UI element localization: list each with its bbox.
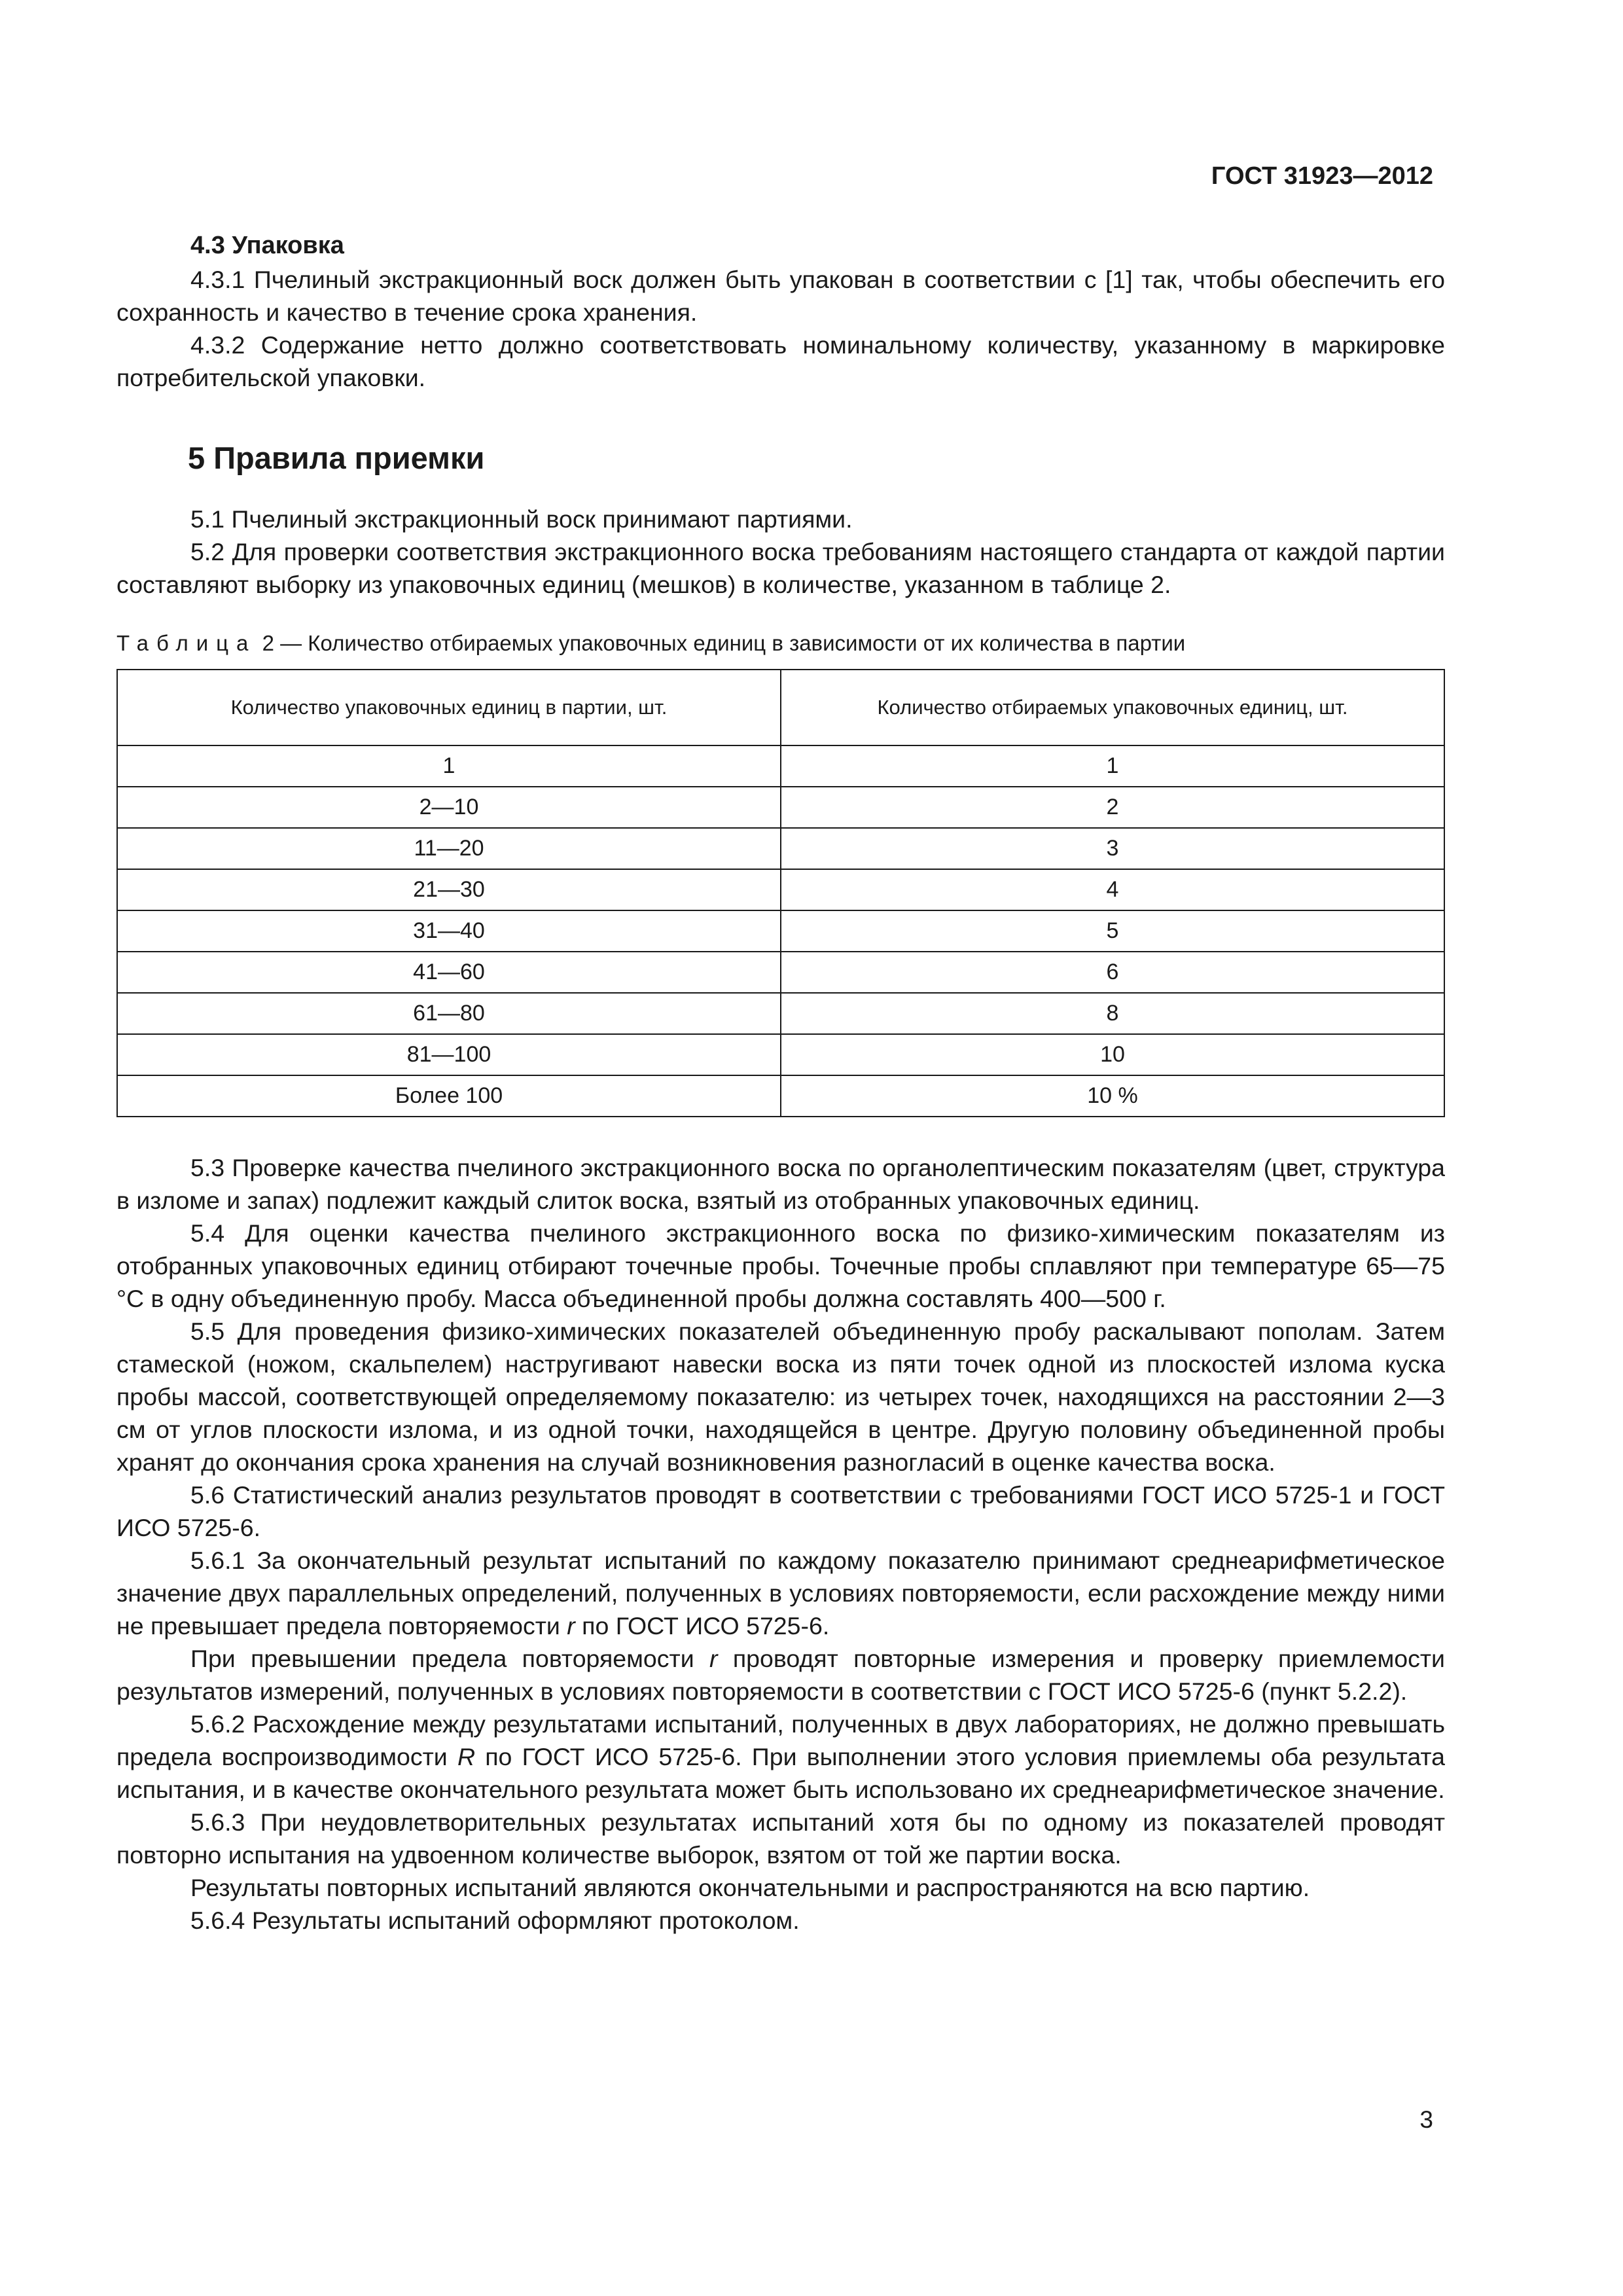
text-span: проводят повторные измерения и проверку приемлемости результатов измерений, полученных в условиях повторяемости в соответствии с ГОСТ ИСО 5725-6 (пункт 5.2.2). bbox=[116, 1645, 1445, 1705]
section-5-heading: 5 Правила приемки bbox=[188, 440, 485, 475]
table-row bbox=[117, 869, 1444, 910]
paragraph-5-6-3-continuation: Результаты повторных испытаний являются окончательными и распространяются на всю партию. bbox=[190, 1874, 1310, 1901]
cell-sample-size: 5 bbox=[781, 910, 1444, 952]
cell-sample-size: 1 bbox=[781, 745, 1444, 787]
column-header-sample-size: Количество отбираемых упаковочных единиц, шт. bbox=[781, 670, 1444, 745]
table-row bbox=[117, 745, 1444, 787]
table-caption-word: Таблица bbox=[116, 631, 257, 655]
table-caption-text: 2 — Количество отбираемых упаковочных единиц в зависимости от их количества в партии bbox=[262, 631, 1186, 655]
variable-r: r bbox=[567, 1612, 575, 1640]
table-row bbox=[117, 952, 1444, 993]
cell-sample-size: 8 bbox=[781, 993, 1444, 1034]
text-span: по ГОСТ ИСО 5725-6. bbox=[575, 1612, 830, 1640]
cell-lot-size: 81—100 bbox=[117, 1034, 781, 1075]
variable-R: R bbox=[457, 1743, 476, 1770]
body-text bbox=[116, 1151, 1445, 1937]
paragraph-5-6-4: 5.6.4 Результаты испытаний оформляют протоколом. bbox=[190, 1907, 800, 1934]
text-span: по ГОСТ ИСО 5725-6. При выполнении этого условия приемлемы оба результата испытания, и в качестве окончательного результата может быть использовано их среднеарифметическое значение. bbox=[116, 1743, 1445, 1803]
table-row bbox=[117, 1034, 1444, 1075]
cell-sample-size: 10 % bbox=[781, 1075, 1444, 1117]
paragraph-5-2: 5.2 Для проверки соответствия экстракционного воска требованиям настоящего стандарта от каждой партии составляют выборку из упаковочных единиц (мешков) в количестве, указанном в таблице 2. bbox=[116, 538, 1445, 598]
cell-lot-size: 1 bbox=[117, 745, 781, 787]
section-4-3-heading: 4.3 Упаковка bbox=[190, 232, 344, 259]
standard-code-header: ГОСТ 31923—2012 bbox=[1211, 162, 1433, 190]
variable-r: r bbox=[709, 1645, 718, 1672]
table-row bbox=[117, 910, 1444, 952]
paragraph-4-3-1: 4.3.1 Пчелиный экстракционный воск должен быть упакован в соответствии с [1] так, чтобы обеспечить его сохранность и качество в течение срока хранения. bbox=[116, 266, 1445, 326]
cell-sample-size: 6 bbox=[781, 952, 1444, 993]
paragraph-5-3: 5.3 Проверке качества пчелиного экстракционного воска по органолептическим показателям (цвет, структура в изломе и запах) подлежит каждый слиток воска, взятый из отобранных упаковочных единиц. bbox=[116, 1154, 1445, 1214]
paragraph-5-6-1 bbox=[116, 1544, 1445, 1642]
text-span: 5.6.1 За окончательный результат испытаний по каждому показателю принимают среднеарифметическое значение двух параллельных определений, полученных в условиях повторяемости, если расхождение между ними не превышает предела повторяемости bbox=[116, 1547, 1445, 1640]
paragraph-4-3-2: 4.3.2 Содержание нетто должно соответствовать номинальному количеству, указанному в маркировке потребительской упаковки. bbox=[116, 331, 1445, 391]
table-row bbox=[117, 993, 1444, 1034]
paragraph-5-6-2 bbox=[116, 1708, 1445, 1806]
paragraph-5-6-3: 5.6.3 При неудовлетворительных результатах испытаний хотя бы по одному из показателей проводят повторно испытания на удвоенном количестве выборок, взятом от той же партии воска. bbox=[116, 1808, 1445, 1869]
text-span: 5.6.2 Расхождение между результатами испытаний, полученных в двух лабораториях, не должно превышать предела воспроизводимости bbox=[116, 1710, 1445, 1770]
page-number: 3 bbox=[1419, 2106, 1433, 2133]
cell-lot-size: Более 100 bbox=[117, 1075, 781, 1117]
cell-lot-size: 2—10 bbox=[117, 787, 781, 828]
table-body bbox=[117, 745, 1444, 1117]
cell-lot-size: 11—20 bbox=[117, 828, 781, 869]
cell-sample-size: 2 bbox=[781, 787, 1444, 828]
cell-lot-size: 31—40 bbox=[117, 910, 781, 952]
table-2-caption bbox=[116, 627, 1445, 660]
paragraph-5-6: 5.6 Статистический анализ результатов проводят в соответствии с требованиями ГОСТ ИСО 5725-1 и ГОСТ ИСО 5725-6. bbox=[116, 1481, 1445, 1541]
cell-sample-size: 10 bbox=[781, 1034, 1444, 1075]
cell-sample-size: 3 bbox=[781, 828, 1444, 869]
table-row bbox=[117, 1075, 1444, 1117]
column-header-lot-size: Количество упаковочных единиц в партии, шт. bbox=[117, 670, 781, 745]
page-content bbox=[116, 229, 1445, 1937]
table-row bbox=[117, 828, 1444, 869]
paragraph-5-4: 5.4 Для оценки качества пчелиного экстракционного воска по физико-химическим показателям из отобранных упаковочных единиц отбирают точечные пробы. Точечные пробы сплавляют при температуре 65—75 °С в одну объединенную пробу. Масса объединенной пробы должна составлять 400—500 г. bbox=[116, 1219, 1445, 1312]
paragraph-5-5: 5.5 Для проведения физико-химических показателей объединенную пробу раскалывают пополам. Затем стамеской (ножом, скальпелем) настругивают навески воска из пяти точек одной из плоскостей излома куска пробы массой, соответствующей определяемому показателю: из четырех точек, находящихся на расстоянии 2—3 см от углов плоскости излома, и из одной точки, находящейся в центре. Другую половину объединенной пробы хранят до окончания срока хранения на случай возникновения разногласий в оценке качества воска. bbox=[116, 1318, 1445, 1476]
cell-lot-size: 61—80 bbox=[117, 993, 781, 1034]
paragraph-5-1: 5.1 Пчелиный экстракционный воск принимают партиями. bbox=[190, 505, 853, 533]
cell-lot-size: 41—60 bbox=[117, 952, 781, 993]
table-header-row bbox=[117, 670, 1444, 745]
paragraph-5-6-1-continuation bbox=[116, 1642, 1445, 1708]
table-2 bbox=[116, 669, 1445, 1117]
cell-sample-size: 4 bbox=[781, 869, 1444, 910]
cell-lot-size: 21—30 bbox=[117, 869, 781, 910]
table-row bbox=[117, 787, 1444, 828]
text-span: При превышении предела повторяемости bbox=[190, 1645, 710, 1672]
